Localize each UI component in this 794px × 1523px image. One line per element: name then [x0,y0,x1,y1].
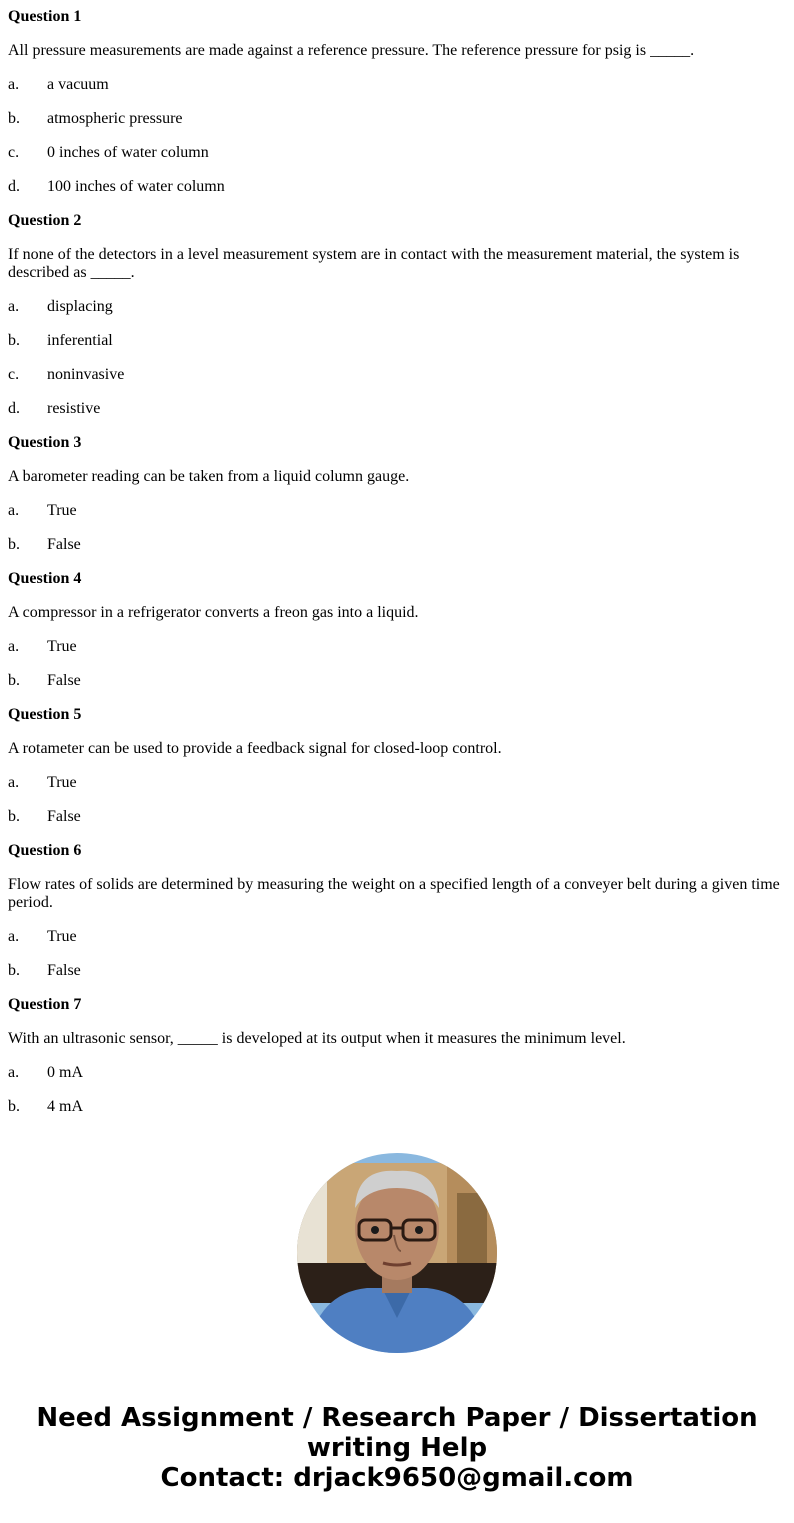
answer-option [8,298,786,316]
author-avatar [297,1153,497,1353]
answer-option [8,774,786,792]
question-title: Question 7 [8,996,82,1013]
option-text: 0 inches of water column [47,144,209,161]
promo-banner [0,1403,794,1493]
option-text: True [47,774,77,791]
promo-line-2: writing Help [306,1433,488,1463]
option-text: inferential [47,332,113,349]
question-text: A rotameter can be used to provide a feedback signal for closed-loop control. [8,740,502,757]
question-block [8,706,786,826]
question-block [8,8,786,196]
option-text: 100 inches of water column [47,178,225,195]
option-letter: b. [8,536,20,553]
option-text: 0 mA [47,1064,83,1081]
question-block [8,996,786,1116]
option-text: True [47,502,77,519]
question-text: A barometer reading can be taken from a liquid column gauge. [8,468,410,485]
answer-option [8,144,786,162]
option-letter: d. [8,400,20,417]
answer-option [8,928,786,946]
answer-option [8,110,786,128]
answer-option [8,638,786,656]
option-letter: c. [8,144,20,161]
option-text: 4 mA [47,1098,83,1115]
option-list [8,638,786,690]
answer-option [8,502,786,520]
answer-option [8,808,786,826]
option-list [8,502,786,554]
answer-option [8,76,786,94]
option-letter: a. [8,298,20,315]
answer-option [8,366,786,384]
option-letter: b. [8,332,20,349]
option-text: False [47,962,81,979]
option-text: atmospheric pressure [47,110,183,127]
option-letter: b. [8,110,20,127]
option-letter: b. [8,808,20,825]
option-list [8,1064,786,1116]
answer-option [8,672,786,690]
option-text: noninvasive [47,366,125,383]
answer-option [8,400,786,418]
option-letter: b. [8,1098,20,1115]
promo-line-1: Need Assignment / Research Paper / Dissertation [36,1403,758,1433]
option-list [8,774,786,826]
question-title: Question 4 [8,570,82,587]
avatar-photo [297,1153,497,1353]
option-letter: a. [8,774,20,791]
answer-option [8,1098,786,1116]
option-list [8,298,786,418]
question-block [8,842,786,980]
option-text: False [47,536,81,553]
question-text: With an ultrasonic sensor, _____ is developed at its output when it measures the minimum level. [8,1030,626,1047]
option-text: resistive [47,400,101,417]
option-text: True [47,928,77,945]
question-title: Question 1 [8,8,82,25]
answer-option [8,332,786,350]
answer-option [8,536,786,554]
option-letter: a. [8,1064,20,1081]
option-text: False [47,672,81,689]
option-letter: c. [8,366,20,383]
option-letter: a. [8,76,20,93]
option-list [8,928,786,980]
question-text: A compressor in a refrigerator converts a freon gas into a liquid. [8,604,419,621]
option-text: a vacuum [47,76,109,93]
option-text: displacing [47,298,113,315]
option-letter: b. [8,672,20,689]
option-text: True [47,638,77,655]
promo-contact: Contact: drjack9650@gmail.com [160,1463,634,1493]
answer-option [8,962,786,980]
option-letter: d. [8,178,20,195]
option-letter: a. [8,928,20,945]
question-block [8,212,786,418]
option-letter: b. [8,962,20,979]
question-title: Question 6 [8,842,82,859]
answer-option [8,178,786,196]
question-text: If none of the detectors in a level measurement system are in contact with the measurement material, the system is described as _____. [8,246,740,281]
question-block [8,570,786,690]
question-block [8,434,786,554]
answer-option [8,1064,786,1082]
option-list [8,76,786,196]
option-letter: a. [8,638,20,655]
question-text: Flow rates of solids are determined by measuring the weight on a specified length of a conveyer belt during a given time period. [8,876,780,911]
option-text: False [47,808,81,825]
question-title: Question 2 [8,212,82,229]
question-text: All pressure measurements are made against a reference pressure. The reference pressure for psig is _____. [8,42,695,59]
question-title: Question 3 [8,434,82,451]
option-letter: a. [8,502,20,519]
question-title: Question 5 [8,706,82,723]
